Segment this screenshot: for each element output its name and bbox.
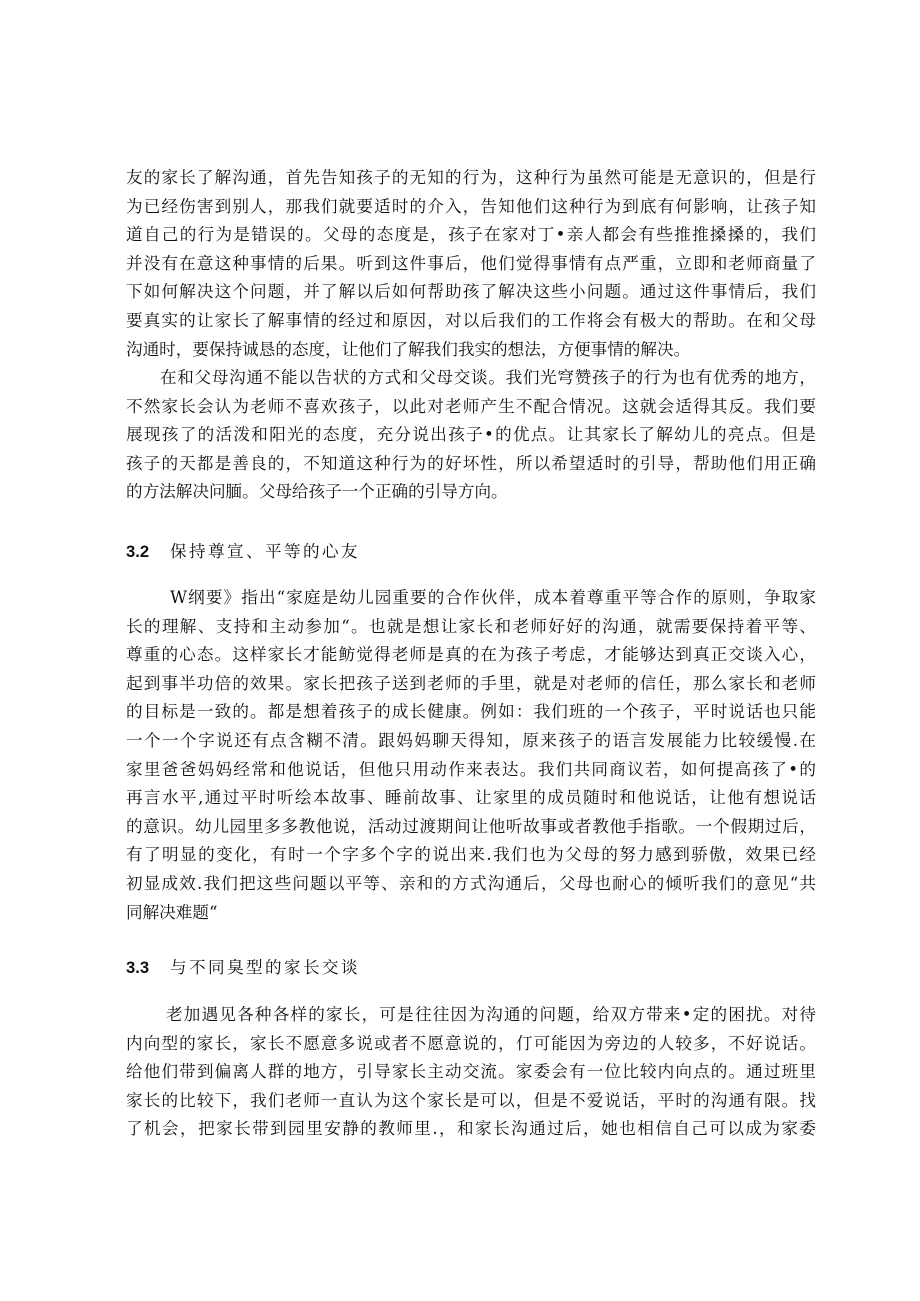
text-line: 友的家长了解沟通，首先告知孩子的无知的行为，这种行为虽然可能是无意识的，但是行 (126, 168, 816, 187)
text-line: 初显成效.我们把这些问题以平等、亲和的方式沟通后，父母也耐心的倾听我们的意见“共 (126, 873, 816, 893)
text-line: 的方法解决问腼。父母给孩子一个正确的引导方向。 (126, 482, 508, 502)
paragraph-1 (126, 164, 816, 364)
text-line: 要真实的让家长了解事情的经过和原因，对以后我们的工作将会有极大的帮助。在和父母 (126, 310, 816, 330)
text-line: 了机会，把家长带到园里安静的教师里.，和家长沟通过后，她也相信自己可以成为家委 (126, 1119, 816, 1139)
text-line: 展现孩了的活泼和阳光的态度，充分说出孩子•的优点。让其家长了解幼儿的亮点。但是 (126, 425, 816, 445)
text-line: 在和父母沟通不能以告状的方式和父母交谈。我们光穹赞孩子的行为也有优秀的地方， (160, 368, 816, 387)
text-line: 的意识。幼儿园里多多教他说，活动过渡期间让他听故事或者教他手指歌。一个假期过后， (126, 816, 816, 836)
section-heading-3-2 (126, 538, 360, 566)
text-line: 家长的比较下，我们老师一直认为这个家长是可以，但是不爱说话，平时的沟通有限。找 (126, 1090, 816, 1110)
text-line: 有了明显的变化，有时一个字多个字的说出来.我们也为父母的努力感到骄傲，效果已经 (126, 845, 816, 865)
text-line: 的目标是一致的。都是想着孩子的成长健康。例如：我们班的一个孩子，平时说话也只能 (126, 702, 816, 722)
text-line: 下如何解决这个问题，并了解以后如何帮助孩了解决这些小问题。通过这件事情后，我们 (126, 282, 816, 302)
text-line: 起到事半功倍的效果。家长把孩子送到老师的手里，就是对老师的信任，那么家长和老师 (126, 673, 816, 693)
section-number: 3.3 (126, 958, 150, 977)
paragraph-3 (126, 584, 816, 927)
text-line: 为已经伤害到别人，那我们就要适时的介入，告知他们这种行为到底有何影响，让孩子知 (126, 196, 816, 216)
text-line: 内向型的家长，家长不愿意多说或者不愿意说的，仃可能因为旁边的人较多，不好说话。 (126, 1033, 816, 1053)
text-line: 一个一个字说还有点含糊不清。跟妈妈聊天得知，原来孩子的语言发展能力比较缓慢.在 (126, 730, 816, 750)
text-line: 长的理解、支持和主动参加“。也就是想让家长和老师好好的沟通，就需要保持着平等、 (126, 616, 816, 636)
text-line: 家里爸爸妈妈经常和他说话，但他只用动作来表达。我们共同商议若，如何提高孩了•的 (126, 759, 816, 779)
text-line: 并没有在意这种事情的后果。听到这件事后，他们觉得事情有点严重，立即和老师商量了 (126, 253, 816, 273)
text-line: 道自己的行为是错误的。父母的态度是，孩子在家对丁•亲人都会有些推推搡搡的，我们 (126, 225, 816, 245)
section-title: 保持尊宣、平等的心友 (170, 542, 360, 561)
text-line: 沟通时，要保持诚恳的态度，让他们了解我们我实的想法，方便事情的解决。 (126, 339, 691, 359)
text-line: 老加遇见各种各样的家长，可是往往因为沟通的问题，给双方带来•定的困扰。对待 (166, 1005, 816, 1024)
text-line: 不然家长会认为老师不喜欢孩子，以此对老师产生不配合情况。这就会适得其反。我们要 (126, 396, 816, 416)
text-line: 给他们带到偏离人群的地方，引导家长主动交流。家委会有一位比较内向点的。通过班里 (126, 1062, 816, 1082)
text-line: 同解决难题“ (126, 902, 218, 922)
section-title: 与不同臭型的家长交谈 (170, 958, 360, 977)
section-heading-3-3 (126, 954, 360, 982)
text-line: 尊重的心态。这样家长才能鲂觉得老师是真的在为孩子考虑，才能够达到真正交谈入心， (126, 645, 816, 665)
paragraph-2 (126, 364, 816, 507)
section-number: 3.2 (126, 542, 150, 561)
paragraph-4 (126, 1001, 816, 1144)
text-line: 再言水平,通过平时听绘本故事、睡前故事、让家里的成员随时和他说话，让他有想说话 (126, 788, 816, 808)
text-line: W纲要》指出“家庭是幼儿园重要的合作伙伴，成本着尊重平等合作的原则，争取家 (170, 588, 816, 607)
text-line: 孩子的天都是善良的，不知道这种行为的好坏性，所以希望适时的引导，帮助他们用正确 (126, 453, 816, 473)
